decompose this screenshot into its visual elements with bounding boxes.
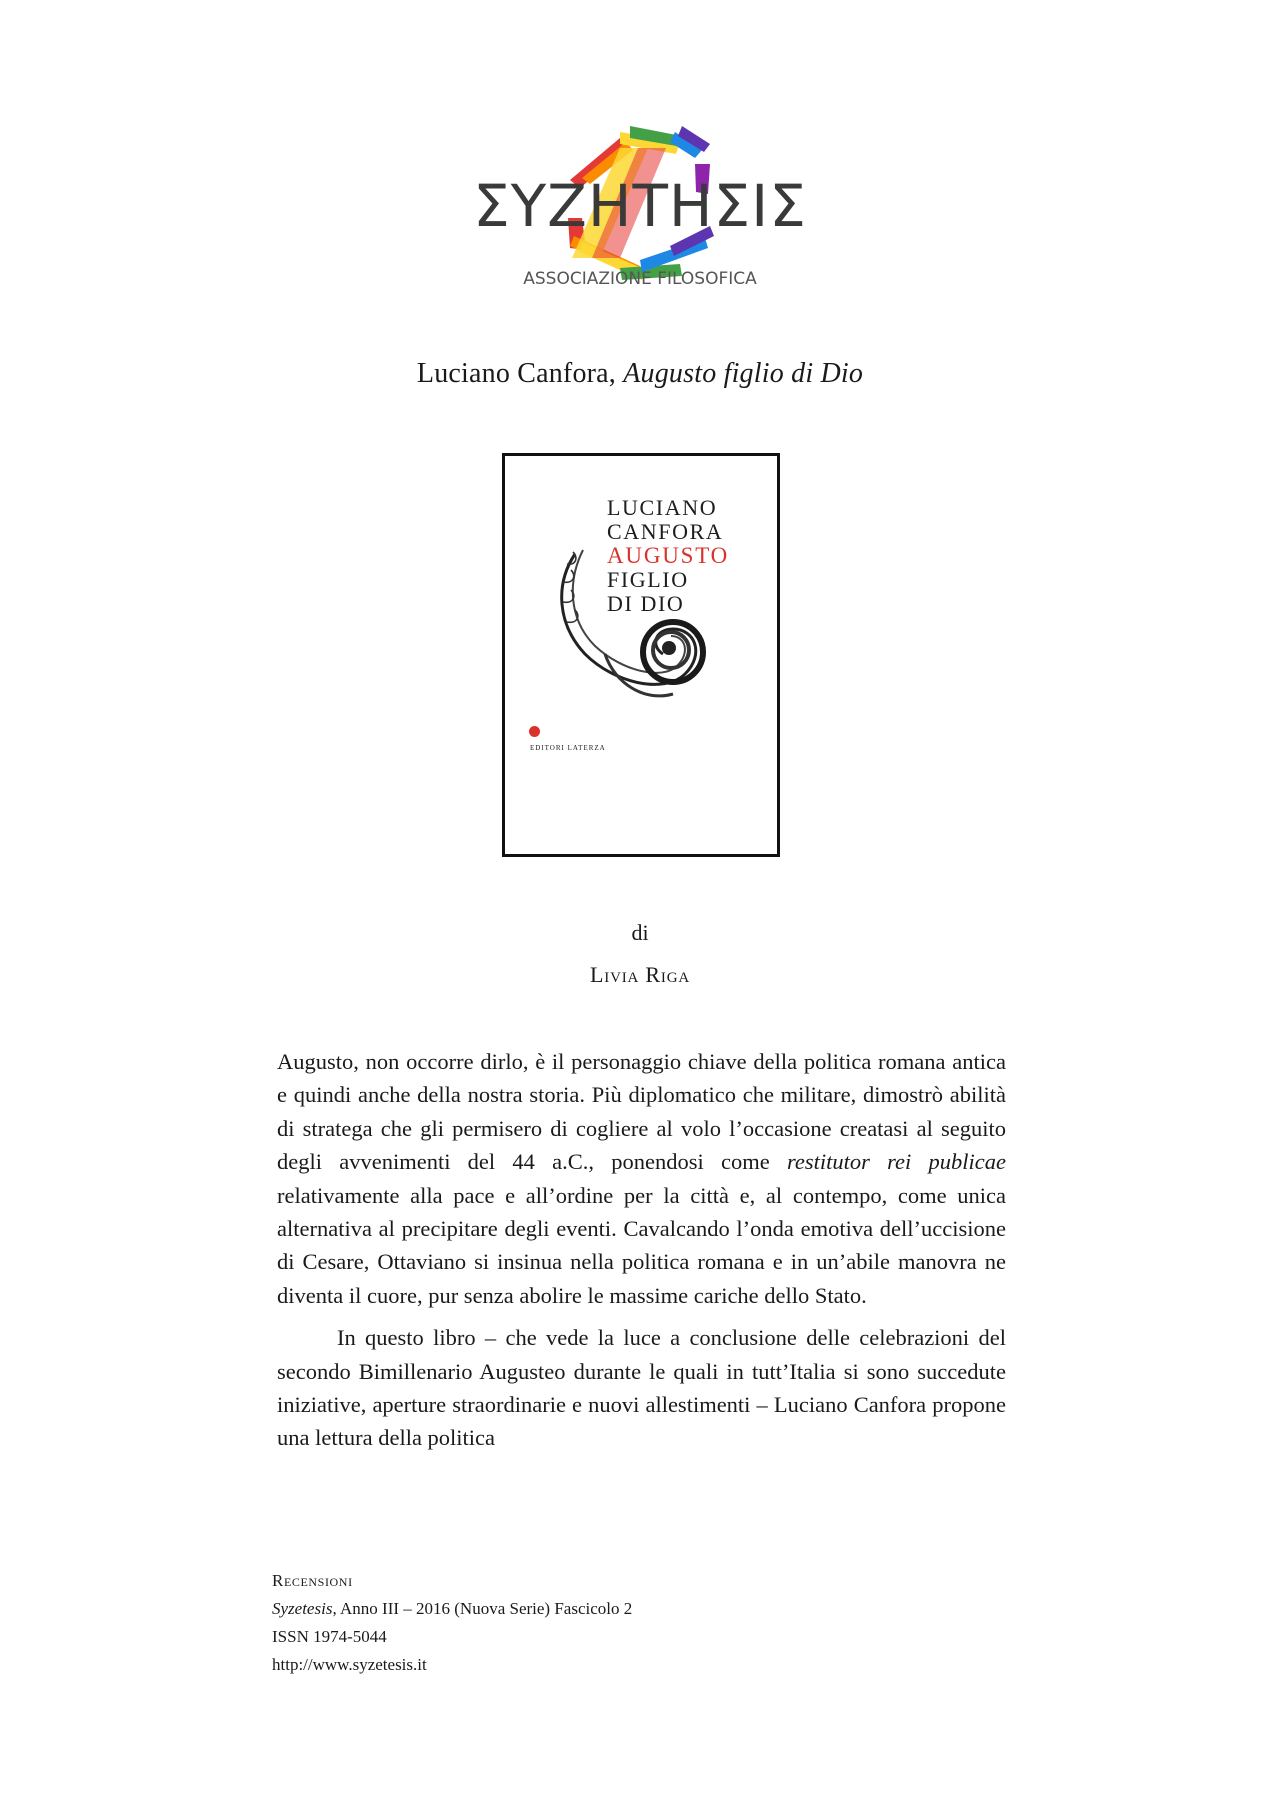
logo-wordmark: ΣΥΖΗΤΗΣΙΣ	[473, 172, 807, 240]
cover-title-red: AUGUSTO	[607, 543, 730, 568]
paragraph-1: Augusto, non occorre dirlo, è il personaggio chiave della politica romana antica e quindi anche della nostra storia. Più diplomatico che militare, dimostrò abilità di stratega che gli permisero di cogliere al volo l’occasione creatasi al seguito degli avvenimenti del 44 a.C., ponendosi come restitutor rei publicae relativamente alla pace e all’ordine per la città e, al contempo, come unica alternativa al precipitare degli eventi. Cavalcando l’onda emotiva dell’uccisione di Cesare, Ottaviano si insinua nella politica romana e in un’abile manovra ne diventa il cuore, pur senza abolire le massime cariche dello Stato.	[277, 1049, 1007, 1308]
review-title	[0, 358, 1280, 390]
footer-issue: , Anno III – 2016 (Nuova Serie) Fascicolo 2	[332, 1599, 633, 1618]
association-logo	[470, 118, 810, 298]
book-cover	[502, 453, 780, 857]
logo-graphic	[470, 118, 810, 298]
paragraph-2: In questo libro – che vede la luce a conclusione delle celebrazioni del secondo Bimillenario Augusteo durante le quali in tutt’Italia si sono succedute iniziative, aperture straordinarie e nuovi allestimenti – Luciano Canfora propone una lettura della politica	[277, 1325, 1006, 1451]
review-body	[277, 1045, 1006, 1464]
footer-journal: Syzetesis	[272, 1599, 333, 1618]
page-footer	[272, 1567, 632, 1679]
publisher-logo-icon	[529, 726, 540, 737]
footer-issn: ISSN 1974-5044	[272, 1627, 387, 1646]
cover-author-first: LUCIANO	[607, 495, 718, 520]
cover-title-line: FIGLIO	[607, 567, 689, 592]
byline-author: Livia Riga	[590, 962, 690, 987]
byline-preposition: di	[631, 920, 649, 945]
cover-publisher: EDITORI LATERZA	[530, 744, 606, 752]
footer-url[interactable]: http://www.syzetesis.it	[272, 1655, 427, 1674]
footer-section: Recensioni	[272, 1571, 353, 1590]
latin-phrase: restitutor rei publicae	[786, 1149, 1007, 1175]
cover-author-last: CANFORA	[607, 519, 724, 544]
footer-journal-line	[272, 1595, 632, 1623]
acanthus-scroll-icon	[545, 534, 745, 734]
cover-title-line2: DI DIO	[607, 591, 685, 616]
title-work: Augusto figlio di Dio	[623, 358, 864, 389]
title-author: Luciano Canfora,	[416, 358, 617, 389]
logo-subtitle: ASSOCIAZIONE FILOSOFICA	[523, 269, 757, 289]
